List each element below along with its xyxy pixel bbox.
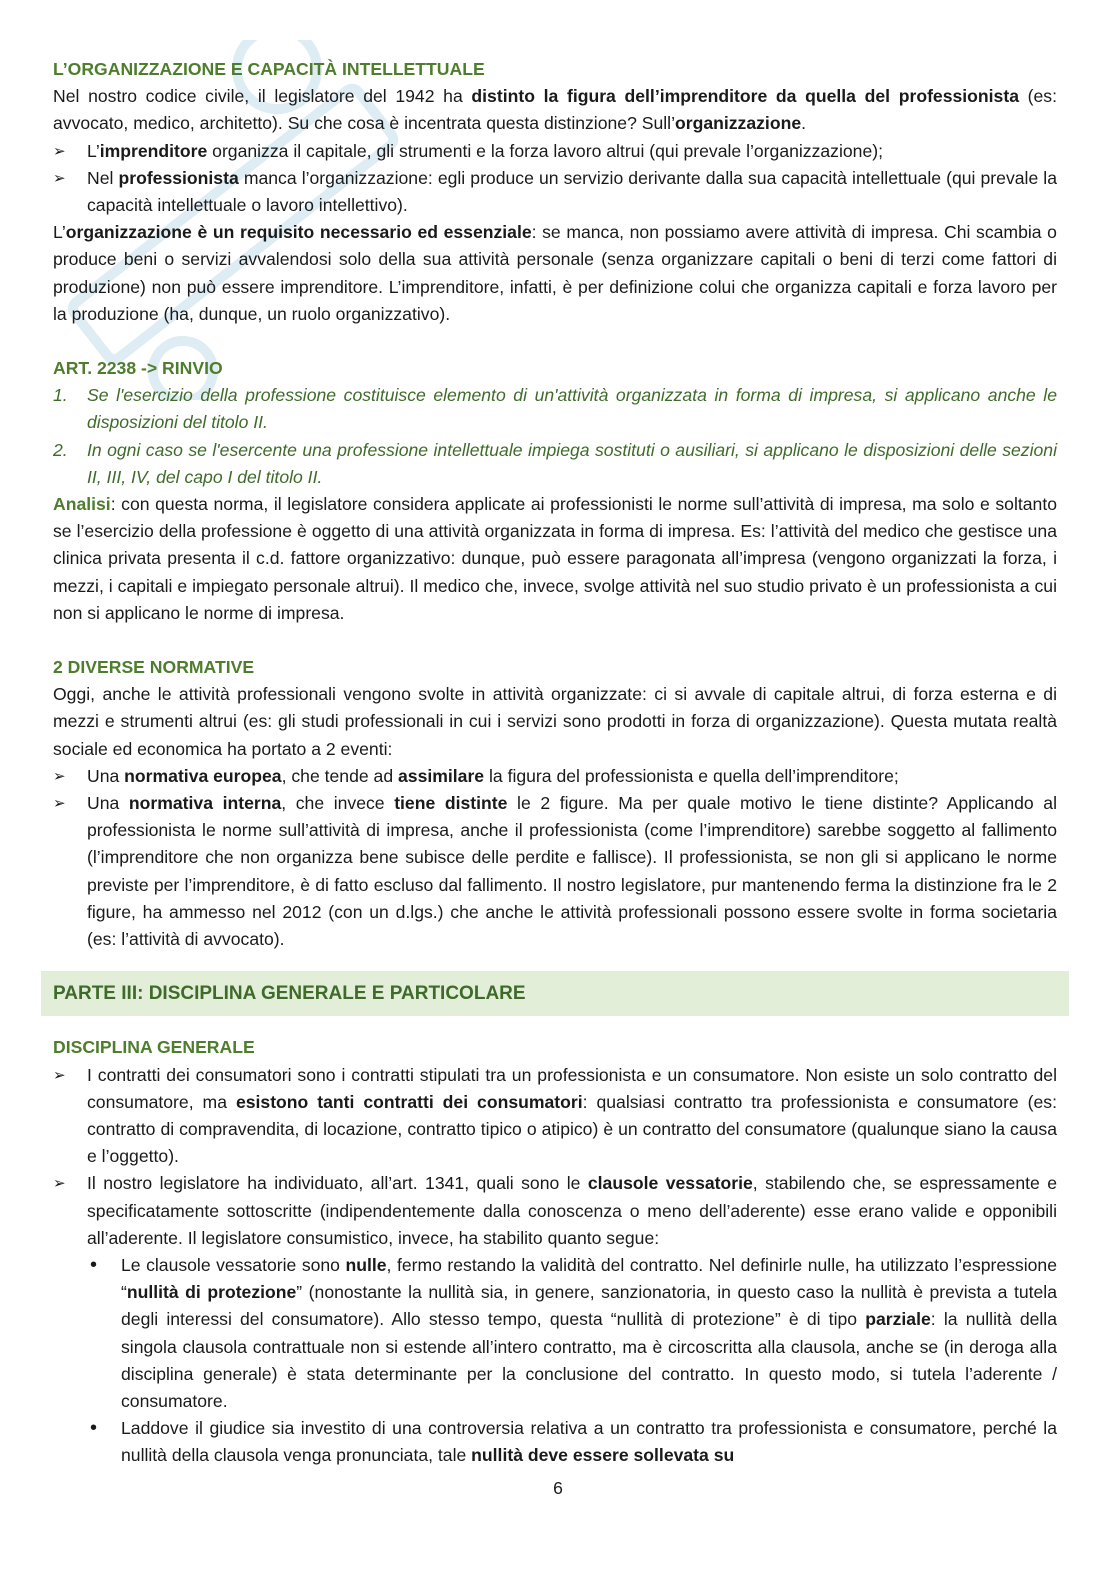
page-number: 6 xyxy=(553,1478,563,1498)
section-title-organizzazione: L’ORGANIZZAZIONE E CAPACITÀ INTELLETTUALE xyxy=(53,59,485,79)
list-item: ➢ L’imprenditore organizza il capitale, gli strumenti e la forza lavoro altrui (qui prevale l’organizzazione); xyxy=(53,138,1057,165)
part-heading-band: PARTE III: DISCIPLINA GENERALE E PARTICOLARE xyxy=(41,971,1069,1016)
bullet-list xyxy=(87,1252,1057,1470)
law-item: 2. In ogni caso se l'esercente una professione intellettuale impiega sostituti o ausiliari, si applicano le disposizioni delle sezioni II, III, IV, del capo I del titolo II. xyxy=(53,439,1057,487)
arrow-list xyxy=(53,1062,1057,1470)
arrow-list xyxy=(53,763,1057,953)
section-title-disciplina-generale: DISCIPLINA GENERALE xyxy=(53,1037,255,1058)
law-item: 1. Se l'esercizio della professione costituisce elemento di un'attività organizzata in forma di impresa, si applicano anche le disposizioni del titolo II. xyxy=(53,385,1057,433)
list-item: ➢ Il nostro legislatore ha individuato, all’art. 1341, quali sono le clausole vessatorie, stabilendo che, se espressamente e specificatamente sottoscritte (indipendentemente dalla conoscenza o meno dell’aderente) esse erano valide e opponibili all’aderente. Il legislatore consumistico, invece, ha stabilito quanto segue: • Le clausole vessatorie sono nulle, fermo restando la validità del contratto. Nel definirle nulle, ha utilizzato l’espressione “nullità di protezione” (nonostante la nullità sia, in genere, sanzionatoria, in questo caso la nullità è prevista a tutela degli interessi del consumatore). Allo stesso tempo, questa “nullità di protezione” è di tipo parziale: la nullità della singola clausola contrattuale non si estende all’intero contratto, ma è circoscritta alla clausola, anche se (in deroga alla disciplina generale) è stata determinante per la conclusione del contratto. In questo modo, si tutela l’aderente / consumatore. • Laddove il giudice sia investito di una controversia relativa a un contratto tra professionista e consumatore, perché la nullità della clausola venga pronunciata, tale nullità deve essere sollevata su xyxy=(53,1170,1057,1469)
paragraph: Nel nostro codice civile, il legislatore del 1942 ha distinto la figura dell’imprenditore da quella del professionista (es: avvocato, medico, architetto). Su che cosa è incentrata questa distinzione? Sull’organizzazione. xyxy=(53,86,1057,134)
arrow-list xyxy=(53,138,1057,220)
section-title-art-2238: ART. 2238 -> RINVIO xyxy=(53,358,223,379)
list-item: ➢ I contratti dei consumatori sono i contratti stipulati tra un professionista e un consumatore. Non esiste un solo contratto del consumatore, ma esistono tanti contratti dei consumatori: qualsiasi contratto tra professionista e consumatore (es: contratto di compravendita, di locazione, contratto tipico o atipico) è un contratto del consumatore (qualunque siano la causa e l’oggetto). xyxy=(53,1062,1057,1171)
list-item: • Le clausole vessatorie sono nulle, fermo restando la validità del contratto. Nel definirle nulle, ha utilizzato l’espressione “nullità di protezione” (nonostante la nullità sia, in genere, sanzionatoria, in questo caso la nullità è prevista a tutela degli interessi del consumatore). Allo stesso tempo, questa “nullità di protezione” è di tipo parziale: la nullità della singola clausola contrattuale non si estende all’intero contratto, ma è circoscritta alla clausola, anche se (in deroga alla disciplina generale) è stata determinante per la conclusione del contratto. In questo modo, si tutela l’aderente / consumatore. xyxy=(87,1252,1057,1415)
paragraph: Oggi, anche le attività professionali vengono svolte in attività organizzate: ci si avvale di capitale altrui, di forza esterna e di mezzi e strumenti altrui (es: gli studi professionali in cui i servizi sono prodotti in forza di organizzazione). Questa mutata realtà sociale ed economica ha portato a 2 eventi: xyxy=(53,684,1057,759)
list-item: ➢ Una normativa interna, che invece tiene distinte le 2 figure. Ma per quale motivo le tiene distinte? Applicando al professionista le norme sull’attività di impresa, anche il professionista (come l’imprenditore) sarebbe soggetto al fallimento (l’imprenditore che non organizza bene subisce delle perdite e fallisce). Il professionista, se non gli si applicano le norme previste per l’imprenditore, è di fatto escluso dal fallimento. Il nostro legislatore, pur mantenendo ferma la distinzione fra le 2 figure, ha ammesso nel 2012 (con un d.lgs.) che anche le attività professionali possono essere svolte in forma societaria (es: l’attività di avvocato). xyxy=(53,790,1057,953)
paragraph: L’organizzazione è un requisito necessario ed essenziale: se manca, non possiamo avere attività di impresa. Chi scambia o produce beni o servizi avvalendosi solo della sua attività personale (senza organizzare capitali o beni di terzi come fattori di produzione) non può essere imprenditore. L’imprenditore, infatti, è per definizione colui che organizza capitali e forza lavoro per la produzione (ha, dunque, un ruolo organizzativo). xyxy=(53,222,1057,324)
section-title-normative: 2 DIVERSE NORMATIVE xyxy=(53,657,255,678)
law-article-list xyxy=(53,382,1057,491)
list-item: • Laddove il giudice sia investito di una controversia relativa a un contratto tra professionista e consumatore, perché la nullità della clausola venga pronunciata, tale nullità deve essere sollevata su xyxy=(87,1415,1057,1469)
document-page xyxy=(53,56,1057,1470)
list-item: ➢ Nel professionista manca l’organizzazione: egli produce un servizio derivante dalla sua capacità intellettuale (qui prevale la capacità intellettuale o lavoro intellettivo). xyxy=(53,165,1057,219)
analysis-paragraph: Analisi: con questa norma, il legislatore considera applicate ai professionisti le norme sull’attività di impresa, ma solo e soltanto se l’esercizio della professione è oggetto di una attività organizzata in forma di impresa. Es: l’attività del medico che gestisce una clinica privata presenta il c.d. fattore organizzativo: dunque, può essere paragonata all’impresa (vengono organizzati la forza, i mezzi, i capitali e impiegato personale altrui). Il medico che, invece, svolge attività nel suo studio privato è un professionista a cui non si applicano le norme di impresa. xyxy=(53,494,1057,623)
list-item: ➢ Una normativa europea, che tende ad assimilare la figura del professionista e quella dell’imprenditore; xyxy=(53,763,1057,790)
